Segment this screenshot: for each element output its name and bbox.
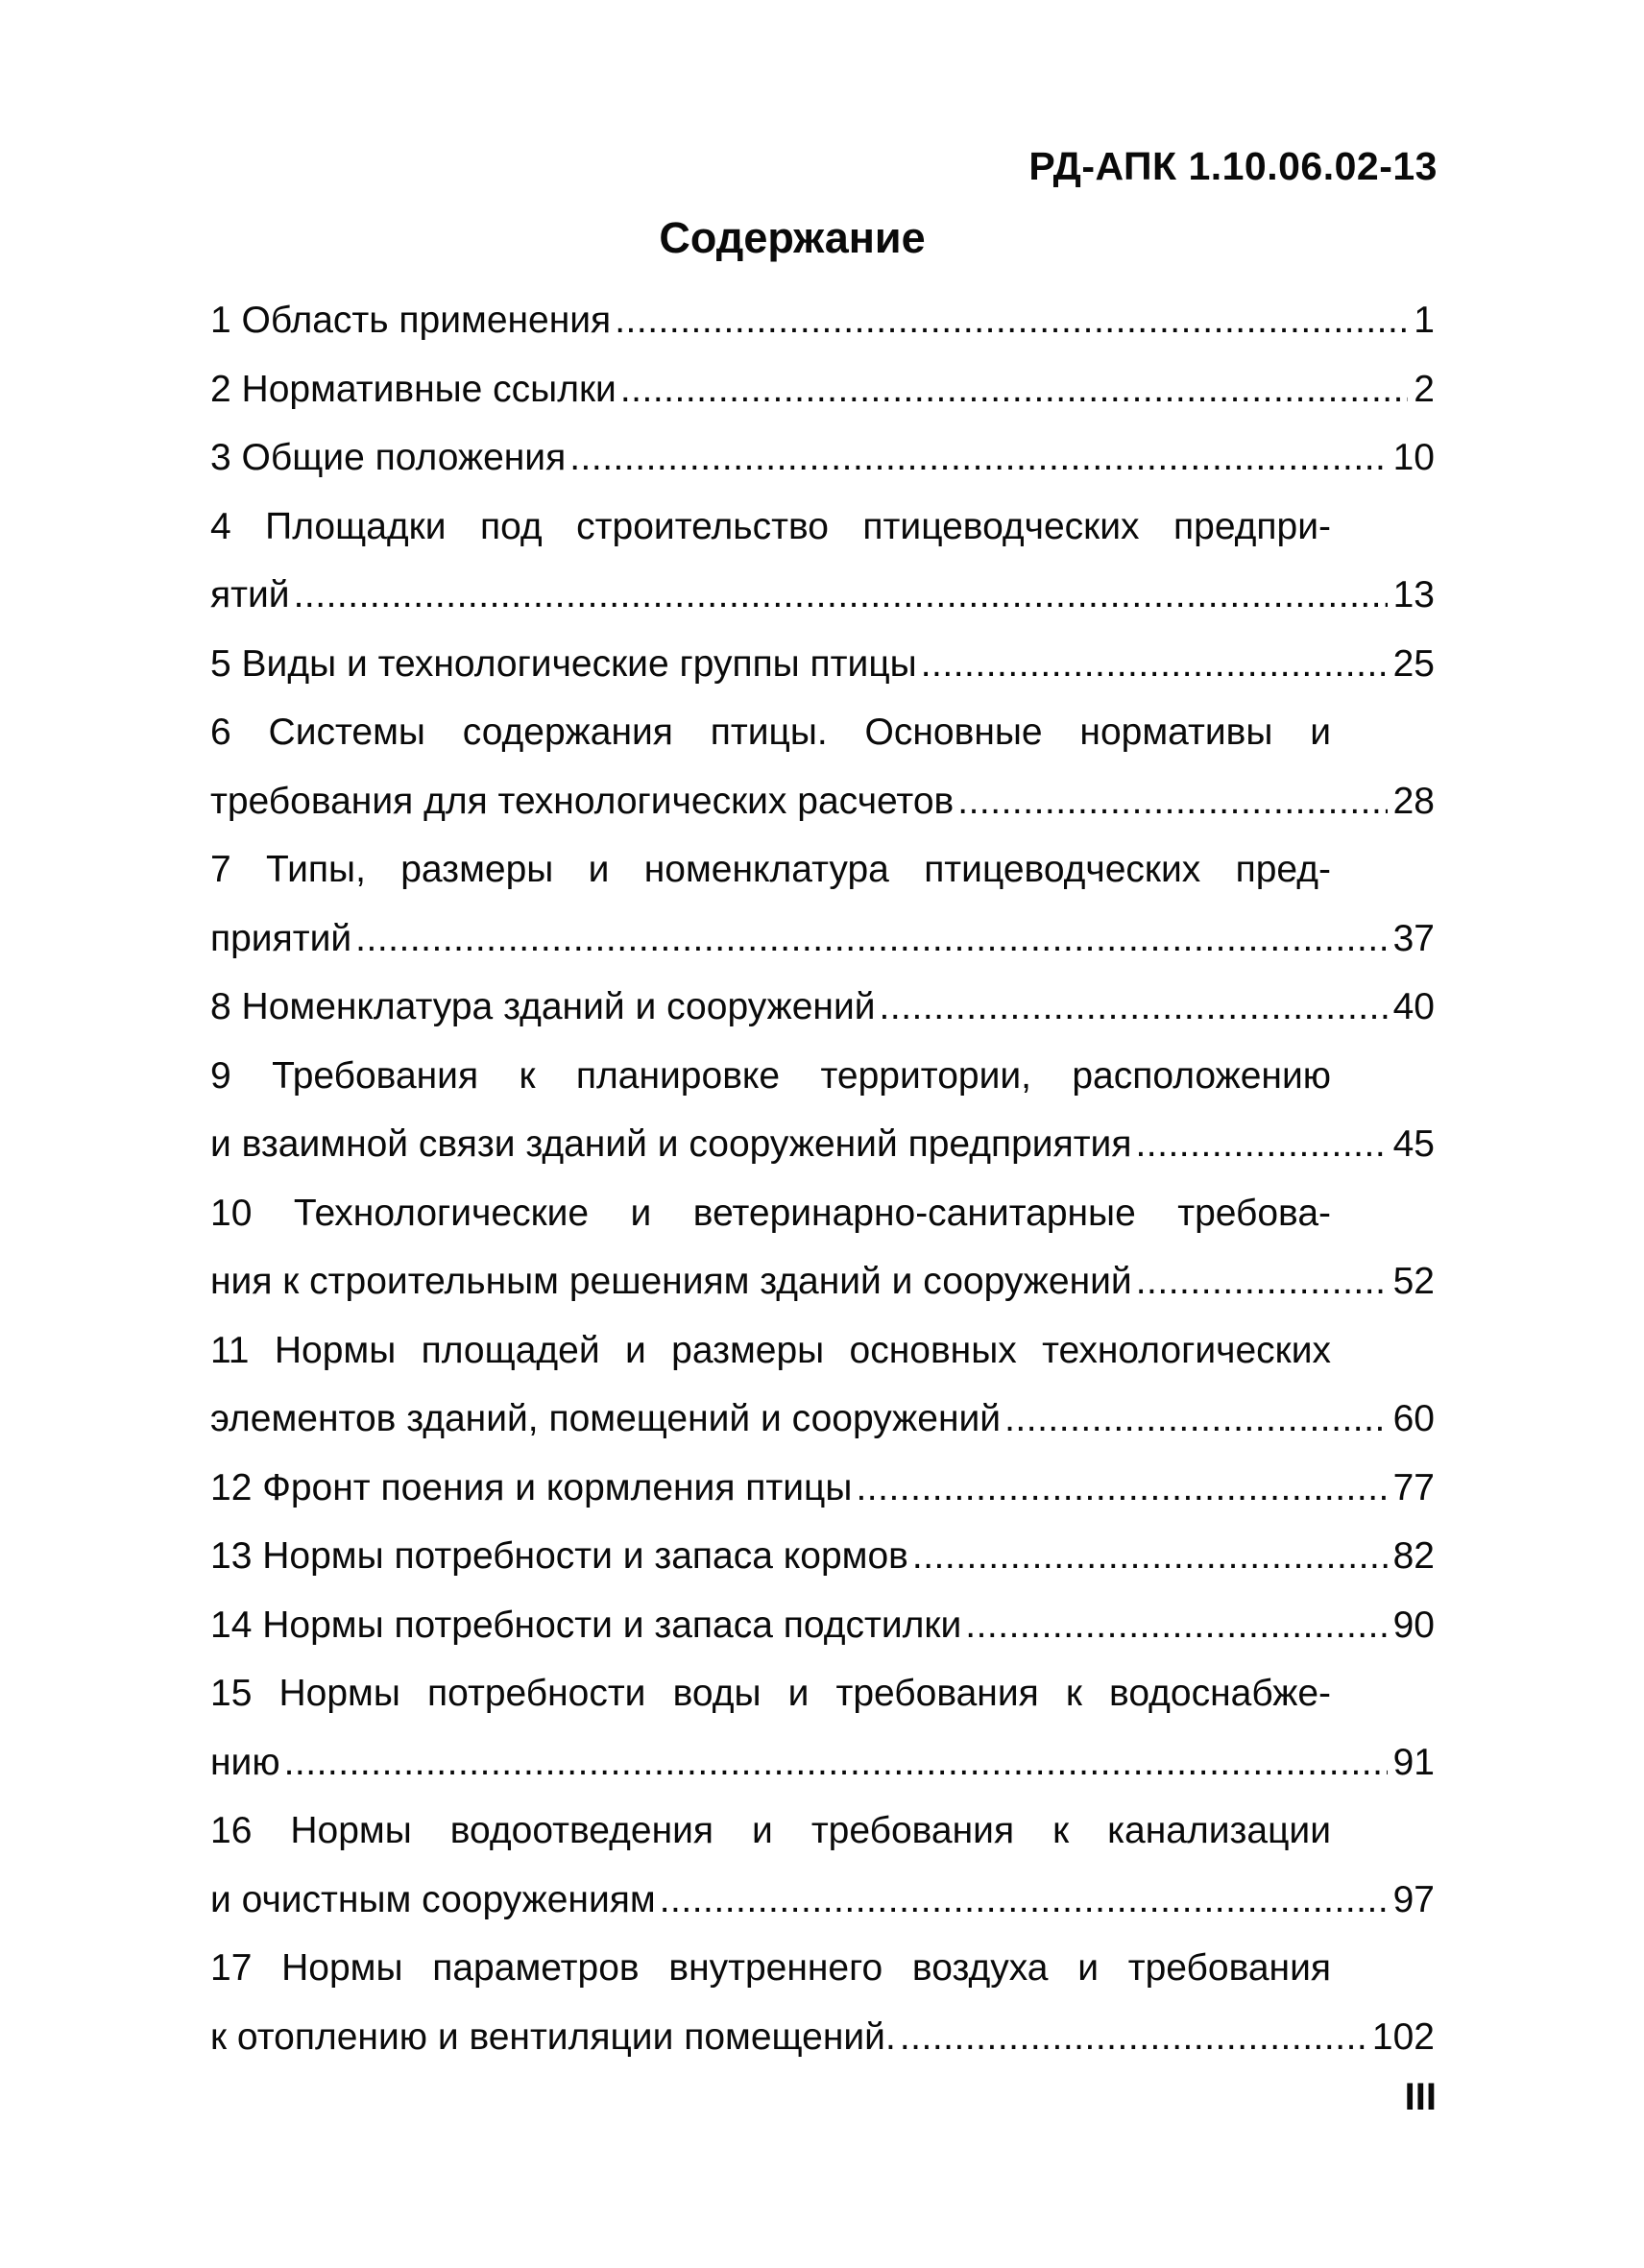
toc-entry-line	[210, 698, 1435, 767]
toc-entry-text: 16 Нормы водоотведения и требования к канализации	[210, 1810, 1331, 1851]
toc-entry-line	[210, 1659, 1435, 1728]
toc-entry-line	[210, 355, 1435, 424]
dot-leader	[284, 1728, 1388, 1798]
dot-leader	[660, 1866, 1388, 1935]
dot-leader	[1136, 1247, 1388, 1316]
document-code: РД-АПК 1.10.06.02-13	[1028, 144, 1438, 188]
toc-entry-text: и взаимной связи зданий и сооружений предприятия	[210, 1123, 1132, 1165]
toc-page-number: 102	[1371, 2015, 1435, 2058]
dot-leader	[900, 2003, 1366, 2072]
toc-page-number: 82	[1392, 1535, 1435, 1577]
toc-page-number: 60	[1392, 1398, 1435, 1439]
toc-entry-text: 2 Нормативные ссылки	[210, 368, 616, 410]
dot-leader	[620, 355, 1408, 424]
toc-entry-line	[210, 493, 1435, 562]
toc-entry-text: 10 Технологические и ветеринарно-санитарные требова-	[210, 1192, 1331, 1234]
toc-entry-line	[210, 973, 1435, 1042]
toc-page-number: 97	[1392, 1878, 1435, 1920]
toc-entry-line	[210, 1179, 1435, 1248]
toc-entry-text: и очистным сооружениям	[210, 1878, 656, 1920]
table-of-contents	[210, 286, 1435, 2071]
toc-title: Содержание	[659, 213, 926, 262]
toc-entry-text: к отоплению и вентиляции помещений.	[210, 2015, 896, 2058]
toc-entry-line	[210, 1454, 1435, 1523]
dot-leader	[294, 561, 1388, 630]
toc-page-number: 10	[1392, 437, 1435, 478]
toc-entry-line	[210, 1110, 1435, 1179]
toc-entry-text: 12 Фронт поения и кормления птицы	[210, 1466, 853, 1508]
toc-page-number: 1	[1414, 300, 1435, 341]
toc-entry-text: 14 Нормы потребности и запаса подстилки	[210, 1604, 962, 1646]
toc-entry-line	[210, 561, 1435, 630]
toc-page-number: 45	[1392, 1123, 1435, 1165]
toc-entry-text: 9 Требования к планировке территории, расположению	[210, 1054, 1331, 1097]
toc-entry-text: 7 Типы, размеры и номенклатура птицеводческих пред-	[210, 849, 1331, 890]
dot-leader	[615, 286, 1408, 355]
toc-entry-line	[210, 1247, 1435, 1316]
toc-entry-line	[210, 286, 1435, 355]
toc-entry-line	[210, 1316, 1435, 1386]
dot-leader	[957, 767, 1387, 836]
dot-leader	[1135, 1110, 1387, 1179]
dot-leader	[355, 905, 1387, 974]
dot-leader	[965, 1591, 1387, 1660]
dot-leader	[1004, 1385, 1388, 1454]
toc-entry-line	[210, 1522, 1435, 1591]
toc-entry-text: 4 Площадки под строительство птицеводческих предпри-	[210, 505, 1331, 547]
toc-entry-text: приятий	[210, 917, 352, 959]
toc-page-number: 52	[1392, 1261, 1435, 1302]
dot-leader	[921, 630, 1388, 699]
dot-leader	[856, 1454, 1387, 1523]
toc-page-number: 25	[1392, 642, 1435, 685]
toc-page-number: 2	[1414, 368, 1435, 410]
toc-entry-line	[210, 630, 1435, 699]
toc-entry-text: 11 Нормы площадей и размеры основных технологических	[210, 1329, 1331, 1371]
toc-entry-text: 5 Виды и технологические группы птицы	[210, 642, 917, 685]
toc-page-number: 37	[1392, 917, 1435, 959]
toc-entry-line	[210, 1797, 1435, 1866]
toc-entry-text: 8 Номенклатура зданий и сооружений	[210, 986, 876, 1027]
dot-leader	[569, 423, 1387, 493]
toc-entry-text: 17 Нормы параметров внутреннего воздуха и требования	[210, 1947, 1331, 1989]
toc-page-number: 90	[1392, 1604, 1435, 1646]
toc-page-number: 40	[1392, 986, 1435, 1027]
toc-entry-line	[210, 1866, 1435, 1935]
toc-entry-text: 15 Нормы потребности воды и требования к водоснабже-	[210, 1673, 1331, 1714]
toc-entry-line	[210, 1728, 1435, 1798]
toc-entry-text: элементов зданий, помещений и сооружений	[210, 1398, 1002, 1439]
toc-entry-line	[210, 835, 1435, 905]
toc-entry-line	[210, 1042, 1435, 1111]
toc-entry-line	[210, 905, 1435, 974]
toc-entry-line	[210, 1591, 1435, 1660]
toc-entry-line	[210, 2003, 1435, 2072]
toc-entry-text: 13 Нормы потребности и запаса кормов	[210, 1535, 908, 1577]
toc-entry-line	[210, 423, 1435, 493]
toc-page-number: 91	[1392, 1741, 1435, 1783]
toc-entry-line	[210, 1385, 1435, 1454]
toc-entry-text: 3 Общие положения	[210, 437, 567, 478]
toc-entry-line	[210, 767, 1435, 836]
toc-entry-text: нию	[210, 1741, 280, 1783]
toc-entry-text: 6 Системы содержания птицы. Основные нормативы и	[210, 712, 1331, 753]
toc-entry-text: требования для технологических расчетов	[210, 780, 955, 822]
toc-page-number: 13	[1392, 574, 1435, 615]
toc-page-number: 28	[1392, 780, 1435, 822]
toc-entry-line	[210, 1934, 1435, 2003]
toc-entry-text: ятий	[210, 574, 290, 615]
toc-entry-text: ния к строительным решениям зданий и сооружений	[210, 1261, 1132, 1302]
page-number: III	[1404, 2076, 1437, 2118]
toc-page-number: 77	[1392, 1466, 1435, 1508]
toc-entry-text: 1 Область применения	[210, 300, 612, 341]
dot-leader	[912, 1522, 1388, 1591]
dot-leader	[880, 973, 1388, 1042]
